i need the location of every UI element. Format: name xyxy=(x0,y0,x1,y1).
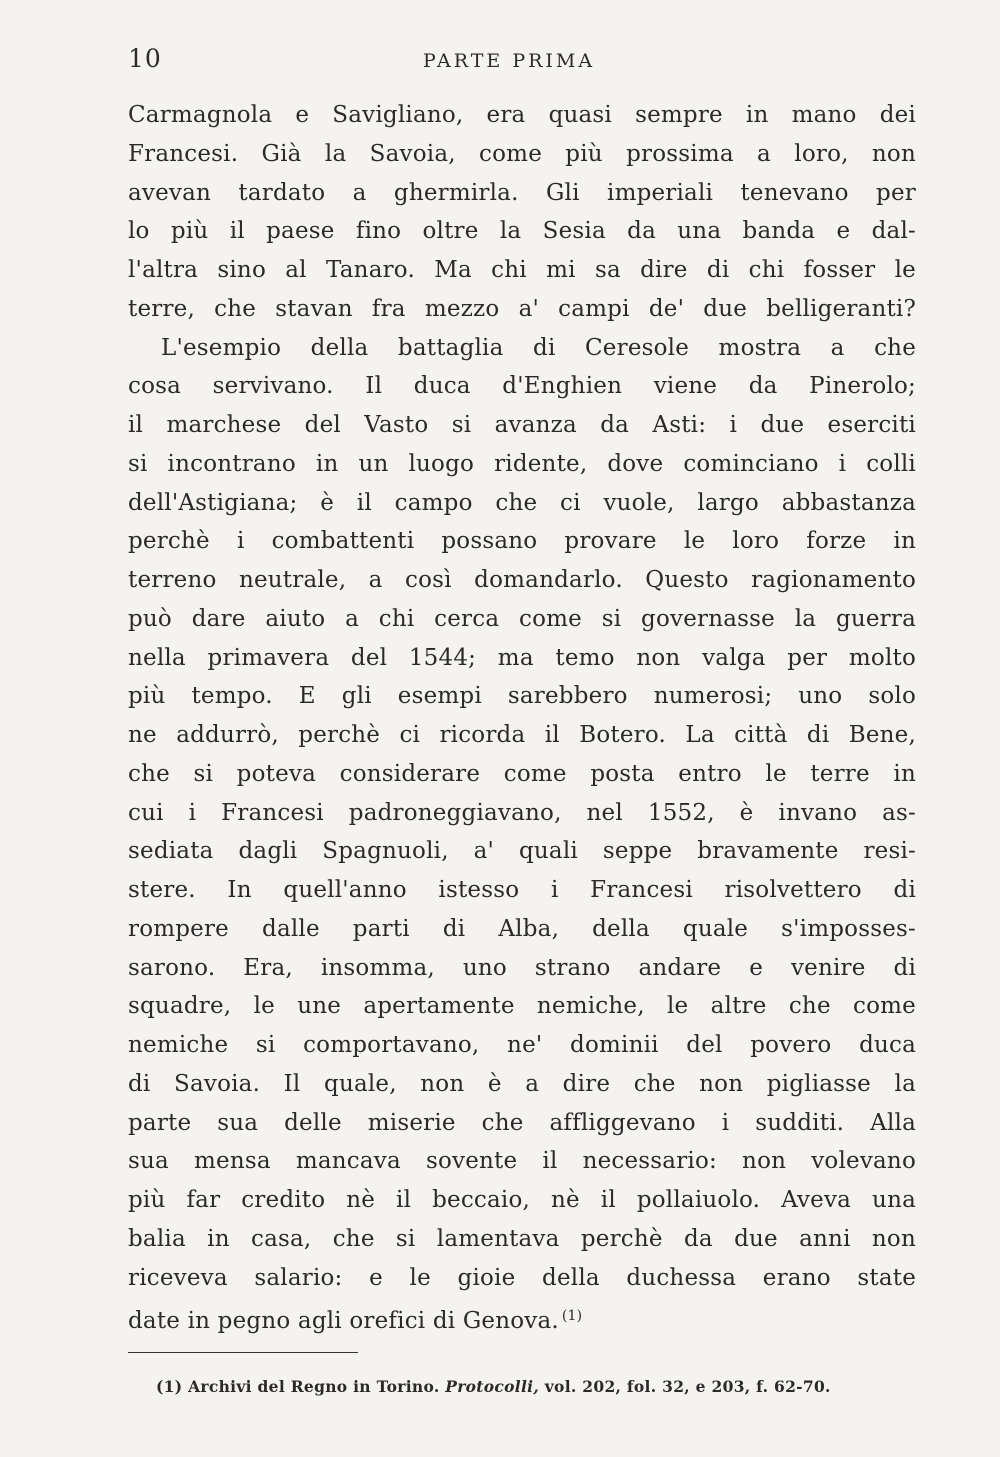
text-line: cui i Francesi padroneggiavano, nel 1552, è invano as- xyxy=(128,799,916,826)
text-line: dell'Astigiana; è il campo che ci vuole, largo abbastanza xyxy=(128,489,916,516)
text-line: sarono. Era, insomma, uno strano andare e venire di xyxy=(128,954,916,981)
text-line: nemiche si comportavano, ne' dominii del povero duca xyxy=(128,1032,916,1058)
text-line xyxy=(128,1297,916,1336)
text-line: sediata dagli Spagnuoli, a' quali seppe bravamente resi- xyxy=(128,838,916,865)
text-line: terreno neutrale, a così domandarlo. Questo ragionamento xyxy=(128,567,916,593)
text-line: parte sua delle miserie che affliggevano i sudditi. Alla xyxy=(128,1109,916,1136)
page-header xyxy=(128,44,918,78)
text-line: terre, che stavan fra mezzo a' campi de' due belligeranti? xyxy=(128,295,916,322)
text-line: nella primavera del 1544; ma temo non valga per molto xyxy=(128,644,916,671)
text-line: rompere dalle parti di Alba, della quale s'imposses- xyxy=(128,915,916,942)
text-line: può dare aiuto a chi cerca come si governasse la guerra xyxy=(128,605,916,632)
text-line: più tempo. E gli esempi sarebbero numerosi; uno solo xyxy=(128,683,916,710)
text-line: l'altra sino al Tanaro. Ma chi mi sa dire di chi fosser le xyxy=(128,257,916,283)
text-line: cosa servivano. Il duca d'Enghien viene da Pinerolo; xyxy=(128,373,916,400)
text-line: riceveva salario: e le gioie della duchessa erano state xyxy=(128,1264,916,1291)
footnote-rule xyxy=(128,1352,358,1353)
last-line-text: date in pegno agli orefici di Genova. xyxy=(128,1308,559,1335)
text-line: il marchese del Vasto si avanza da Asti: i due eserciti xyxy=(128,412,916,438)
footnote-citation: vol. 202, fol. 32, e 203, f. 62-70. xyxy=(544,1377,831,1396)
text-line: più far credito nè il beccaio, nè il pollaiuolo. Aveva una xyxy=(128,1187,916,1213)
footnote-text: Archivi del Regno in Torino. xyxy=(188,1377,440,1396)
footnote-italic-title: Protocolli, xyxy=(445,1377,540,1396)
text-line: lo più il paese fino oltre la Sesia da una banda e dal- xyxy=(128,218,916,245)
text-line: si incontrano in un luogo ridente, dove cominciano i colli xyxy=(128,450,916,477)
text-line: sua mensa mancava sovente il necessario: non volevano xyxy=(128,1148,916,1175)
running-head: PARTE PRIMA xyxy=(423,50,596,72)
text-line: Francesi. Già la Savoia, come più prossima a loro, non xyxy=(128,140,916,167)
text-line: L'esempio della battaglia di Ceresole mostra a che xyxy=(161,334,916,361)
text-line: perchè i combattenti possano provare le loro forze in xyxy=(128,528,916,555)
text-line: avevan tardato a ghermirla. Gli imperiali tenevano per xyxy=(128,179,916,206)
footnote-number: (1) xyxy=(156,1377,183,1396)
text-line: balia in casa, che si lamentava perchè da due anni non xyxy=(128,1225,916,1252)
text-line: stere. In quell'anno istesso i Francesi risolvettero di xyxy=(128,877,916,903)
footnote-reference: (1) xyxy=(561,1308,583,1325)
page-number: 10 xyxy=(128,44,162,73)
body-text xyxy=(128,96,916,1336)
text-line: Carmagnola e Savigliano, era quasi sempre in mano dei xyxy=(128,102,916,128)
footnote xyxy=(156,1377,916,1396)
text-line: di Savoia. Il quale, non è a dire che non pigliasse la xyxy=(128,1070,916,1097)
text-line: ne addurrò, perchè ci ricorda il Botero. La città di Bene, xyxy=(128,722,916,748)
text-line: che si poteva considerare come posta entro le terre in xyxy=(128,760,916,787)
text-line: squadre, le une apertamente nemiche, le altre che come xyxy=(128,993,916,1020)
